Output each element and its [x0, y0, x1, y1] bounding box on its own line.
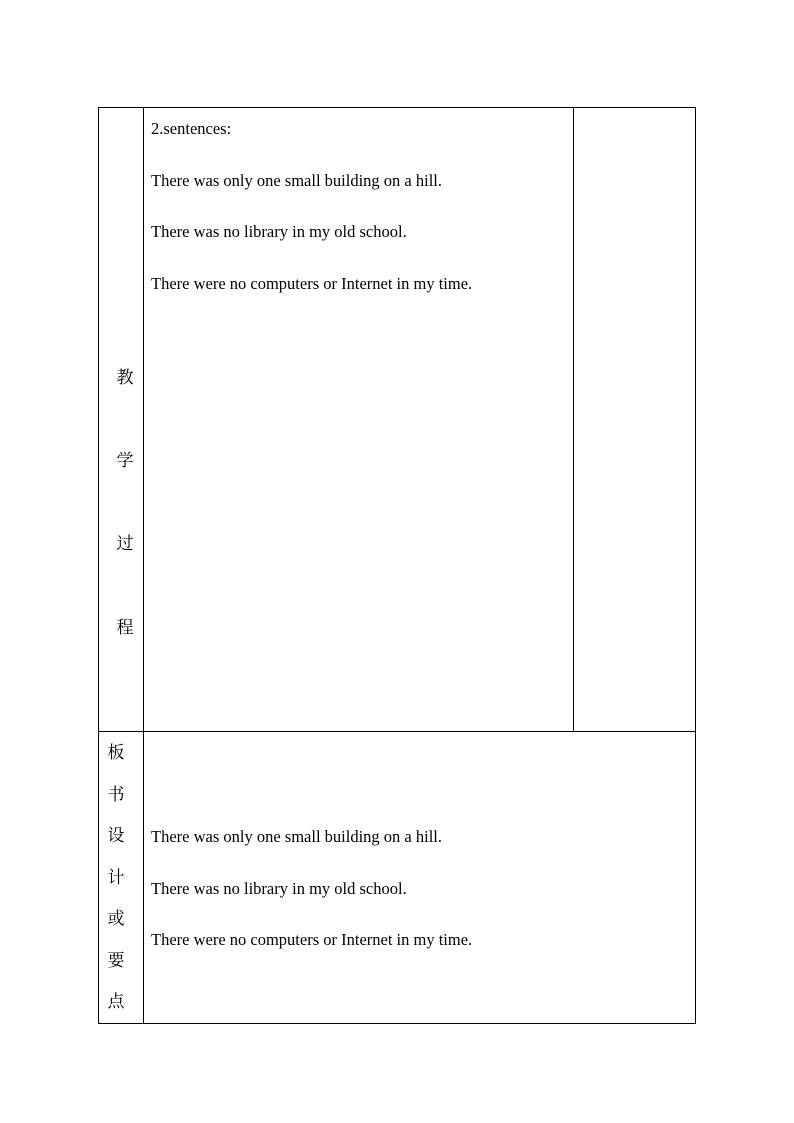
- sentence: There was only one small building on a hill.: [151, 171, 442, 190]
- notes-column-divider: [573, 107, 574, 732]
- label-char: 计: [107, 868, 125, 888]
- label-char: 过: [116, 534, 134, 554]
- section-heading: 2.sentences:: [151, 119, 232, 138]
- label-char: 书: [107, 785, 125, 805]
- label-char: 要: [107, 951, 125, 971]
- label-char: 教: [116, 368, 134, 388]
- sentence: There were no computers or Internet in my time.: [151, 274, 473, 293]
- row-divider: [98, 731, 696, 732]
- sentence: There were no computers or Internet in my time.: [151, 930, 473, 949]
- label-char: 或: [107, 909, 125, 929]
- label-char: 点: [107, 992, 125, 1012]
- table-left-border: [98, 107, 99, 1024]
- sentence: There was no library in my old school.: [151, 222, 407, 241]
- label-char: 设: [107, 826, 125, 846]
- label-char: 学: [116, 451, 134, 471]
- sentence: There was no library in my old school.: [151, 879, 407, 898]
- table-right-border: [695, 107, 696, 1024]
- table-top-border: [98, 107, 696, 108]
- sentence: There was only one small building on a hill.: [151, 827, 442, 846]
- table-bottom-border: [98, 1023, 696, 1024]
- label-column-divider: [143, 107, 144, 1024]
- label-char: 程: [116, 618, 134, 638]
- label-char: 板: [107, 743, 125, 763]
